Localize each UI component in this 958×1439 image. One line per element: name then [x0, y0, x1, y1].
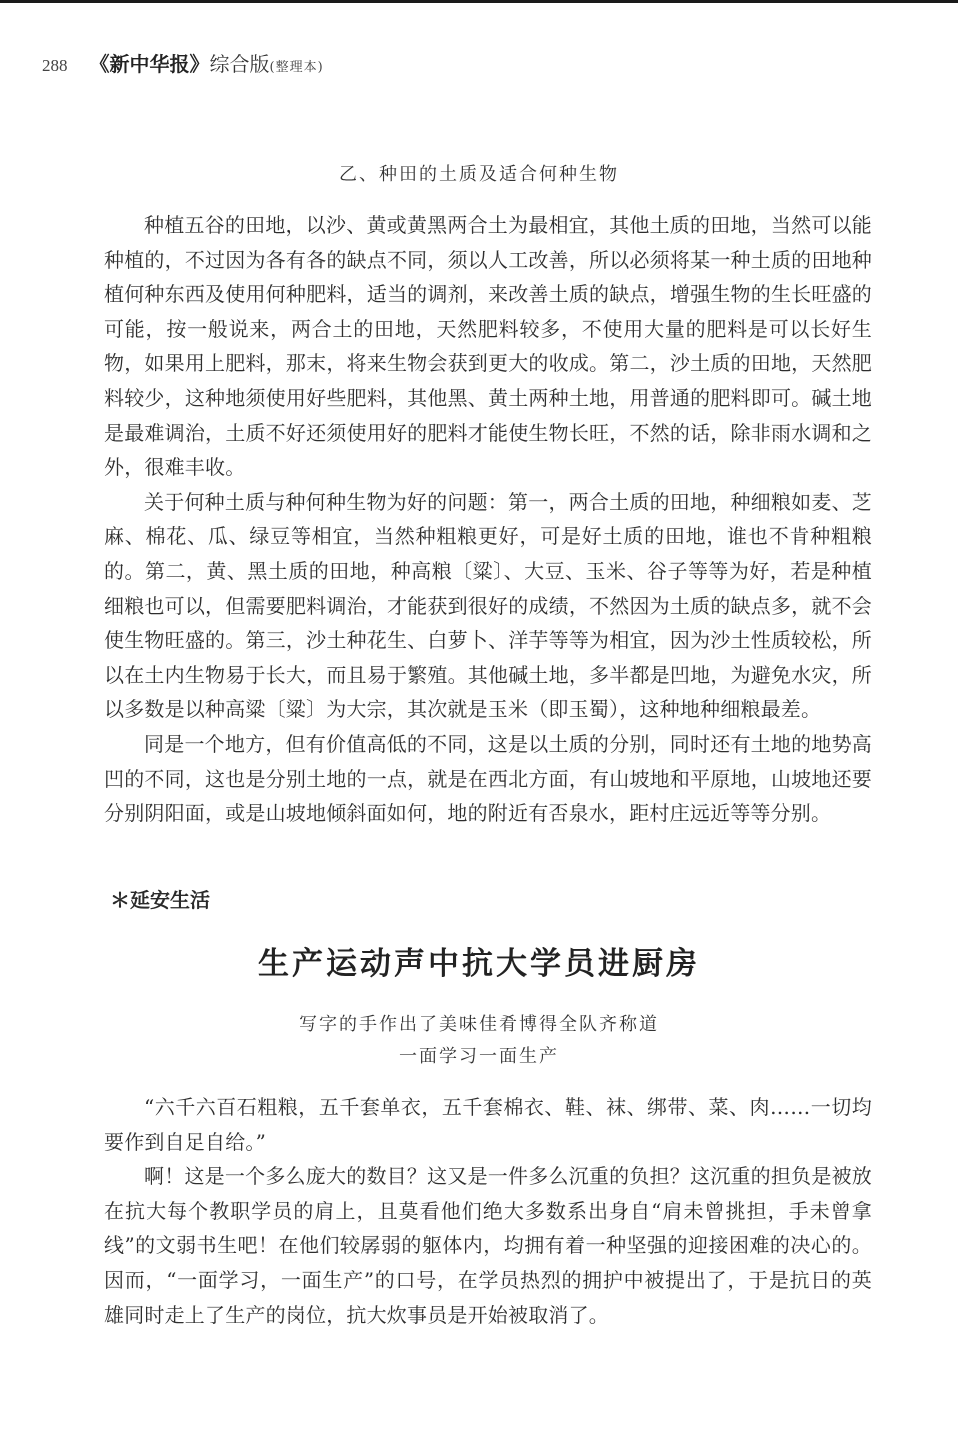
- paragraph: 同是一个地方，但有价值高低的不同，这是以土质的分别，同时还有土地的地势高凹的不同，这也是分别土地的一点，就是在西北方面，有山坡地和平原地，山坡地还要分别阴阳面，或是山坡地倾斜面如何，地的附近有否泉水，距村庄远近等等分别。: [104, 731, 872, 826]
- column-label: ＊延安生活: [110, 888, 210, 912]
- paragraph: 啊！这是一个多么庞大的数目？这又是一件多么沉重的负担？这沉重的担负是被放在抗大每个教职学员的肩上，且莫看他们绝大多数系出身自“肩未曾挑担，手未曾拿线”的文弱书生吧！在他们较孱弱的躯体内，均拥有着一种坚强的迎接困难的决心的。因而，“一面学习，一面生产”的口号，在学员热烈的拥护中被提出了，于是抗日的英雄同时走上了生产的岗位，抗大炊事员是开始被取消了。: [104, 1164, 872, 1327]
- running-header: [42, 48, 324, 78]
- page-number: 288: [42, 56, 68, 75]
- article-subtitle-secondary: 一面学习一面生产: [399, 1046, 559, 1067]
- paragraph: “六千六百石粗粮，五千套单衣，五千套棉衣、鞋、袜、绑带、菜、肉……一切均要作到自足自给。”: [104, 1095, 872, 1154]
- article-subtitle: 写字的手作出了美味佳肴博得全队齐称道: [299, 1014, 659, 1035]
- journal-edition: 综合版: [209, 52, 270, 76]
- section-title: 乙、种田的土质及适合何种生物: [339, 164, 619, 185]
- paragraph: 种植五谷的田地，以沙、黄或黄黑两合土为最相宜，其他土质的田地，当然可以能种植的，不过因为各有各的缺点不同，须以人工改善，所以必须将某一种土质的田地种植何种东西及使用何种肥料，适当的调剂，来改善土质的缺点，增强生物的生长旺盛的可能，按一般说来，两合土的田地，天然肥料较多，不使用大量的肥料是可以长好生物，如果用上肥料，那末，将来生物会获到更大的收成。第二，沙土质的田地，天然肥料较少，这种地须使用好些肥料，其他黑、黄土两种土地，用普通的肥料即可。碱土地是最难调治，土质不好还须使用好的肥料才能使生物长旺，不然的话，除非雨水调和之外，很难丰收。: [104, 213, 872, 480]
- article-title: 生产运动声中抗大学员进厨房: [258, 946, 700, 982]
- journal-note: (整理本): [269, 60, 324, 75]
- journal-title: 《新中华报》: [89, 52, 210, 76]
- section-body: [104, 208, 872, 831]
- paragraph: 关于何种土质与种何种生物为好的问题：第一，两合土质的田地，种细粮如麦、芝麻、棉花、瓜、绿豆等相宜，当然种粗粮更好，可是好土质的田地，谁也不肯种粗粮的。第二，黄、黑土质的田地，种高粮〔粱〕、大豆、玉米、谷子等等为好，若是种植细粮也可以，但需要肥料调治，才能获到很好的成绩，不然因为土质的缺点多，就不会使生物旺盛的。第三，沙土种花生、白萝卜、洋芋等等为相宜，因为沙土性质较松，所以在土内生物易于长大，而且易于繁殖。其他碱土地，多半都是凹地，为避免水灾，所以多数是以种高粱〔粱〕为大宗，其次就是玉米（即玉蜀），这种地种细粮最差。: [104, 489, 872, 722]
- top-border-rule: [0, 0, 958, 3]
- article-body: [104, 1090, 872, 1332]
